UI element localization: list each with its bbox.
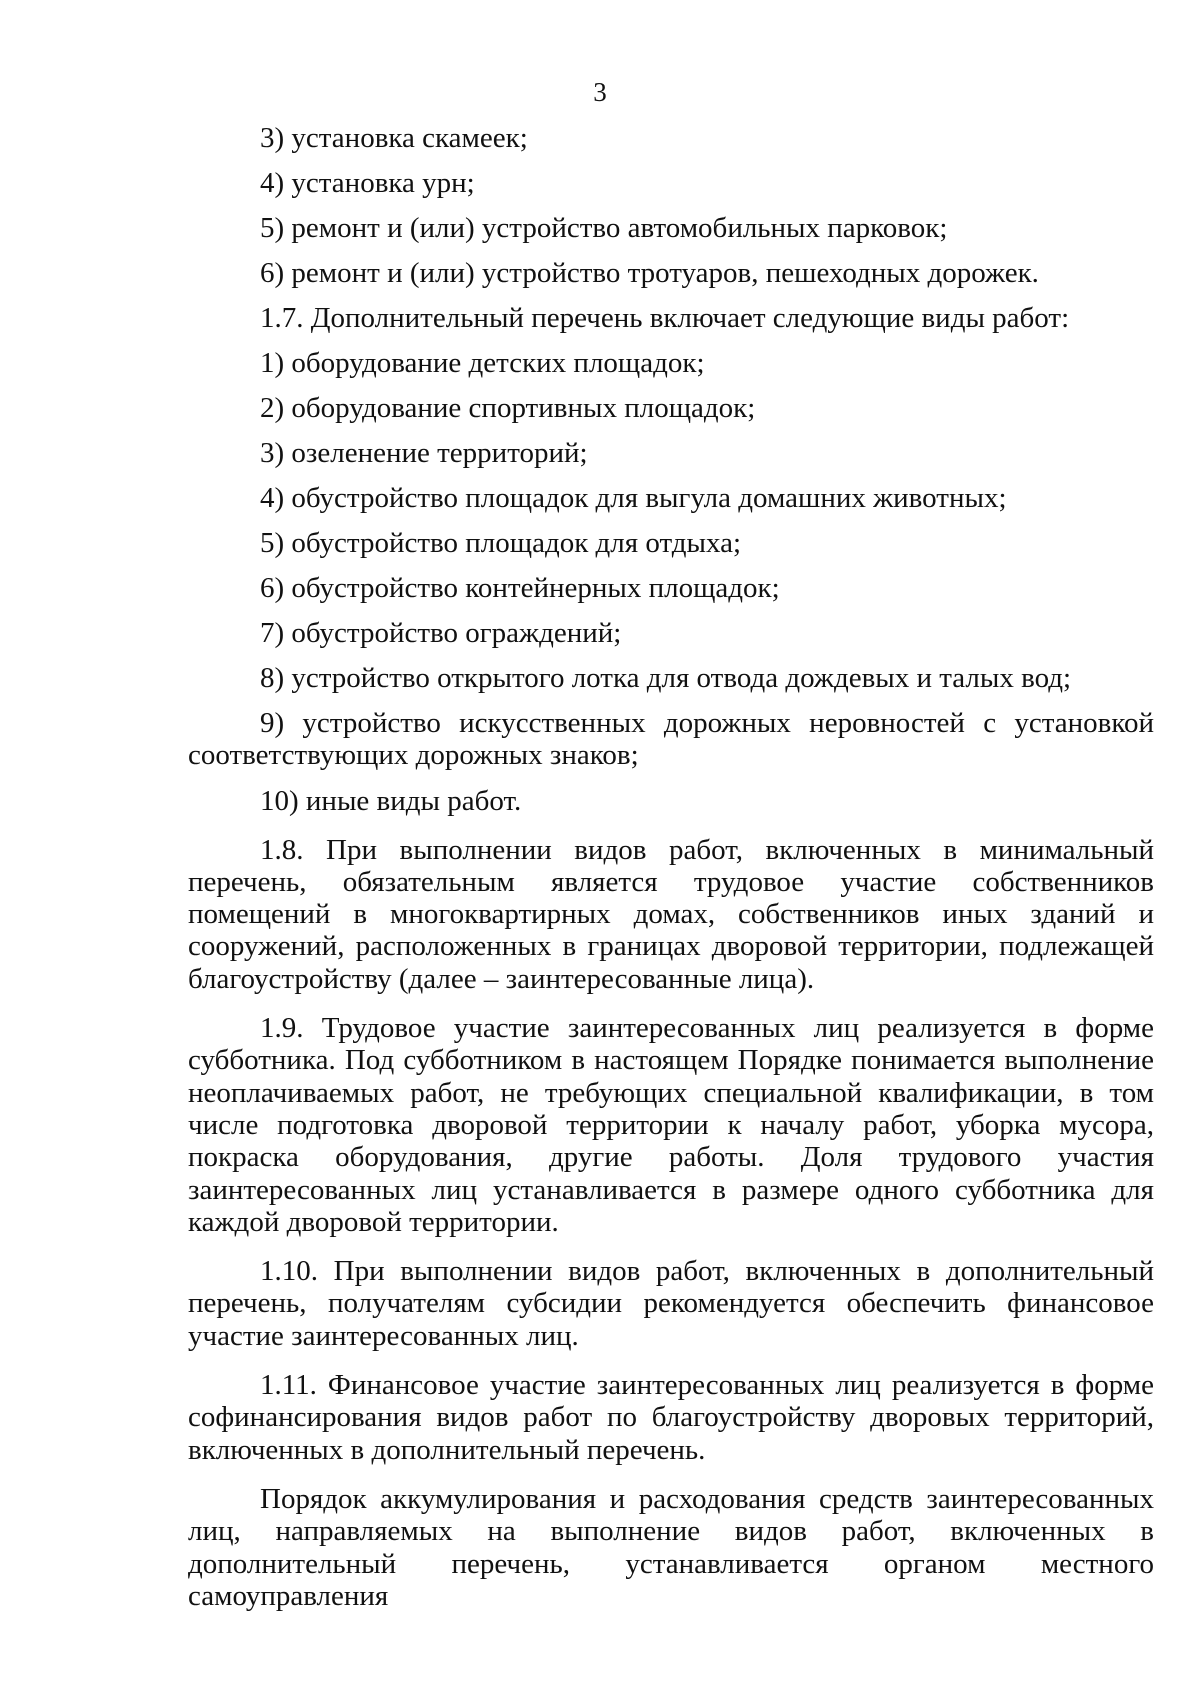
document-body xyxy=(188,122,1154,1625)
list-item: 6) обустройство контейнерных площадок; xyxy=(260,572,780,604)
list-item: 8) устройство открытого лотка для отвода дождевых и талых вод; xyxy=(260,662,1072,694)
clause-1-11: 1.11. Финансовое участие заинтересованных лиц реализуется в форме софинансирования видов работ по благоустройству дворовых территорий, включенных в дополнительный перечень. xyxy=(188,1369,1154,1466)
list-item: 2) оборудование спортивных площадок; xyxy=(260,392,756,424)
list-item: 7) обустройство ограждений; xyxy=(260,617,622,649)
list-item: 1) оборудование детских площадок; xyxy=(260,347,705,379)
list-item: 6) ремонт и (или) устройство тротуаров, пешеходных дорожек. xyxy=(260,257,1039,289)
clause-1-10: 1.10. При выполнении видов работ, включенных в дополнительный перечень, получателям субсидии рекомендуется обеспечить финансовое участие заинтересованных лиц. xyxy=(188,1255,1154,1352)
list-item: 3) озеленение территорий; xyxy=(260,437,588,469)
list-item: 10) иные виды работ. xyxy=(260,784,522,817)
list-item: 3) установка скамеек; xyxy=(260,122,528,154)
list-item: 9) устройство искусственных дорожных неровностей с установкой соответствующих дорожных знаков; xyxy=(188,707,1154,772)
clause-1-9: 1.9. Трудовое участие заинтересованных лиц реализуется в форме субботника. Под субботником в настоящем Порядке понимается выполнение неоплачиваемых работ, не требующих специальной квалификации, в том числе подготовка дворовой территории к началу работ, уборка мусора, покраска оборудования, другие работы. Доля трудового участия заинтересованных лиц устанавливается в размере одного субботника для каждой дворовой территории. xyxy=(188,1012,1154,1238)
clause-1-7: 1.7. Дополнительный перечень включает следующие виды работ: xyxy=(260,302,1070,334)
clause-1-8: 1.8. При выполнении видов работ, включенных в минимальный перечень, обязательным является трудовое участие собственников помещений в многоквартирных домах, собственников иных зданий и сооружений, расположенных в границах дворовой территории, подлежащей благоустройству (далее – заинтересованные лица). xyxy=(188,833,1154,995)
list-item: 5) обустройство площадок для отдыха; xyxy=(260,527,742,559)
paragraph-order: Порядок аккумулирования и расходования средств заинтересованных лиц, направляемых на выполнение видов работ, включенных в дополнительный перечень, устанавливается органом местного самоуправления xyxy=(188,1482,1154,1612)
list-item: 4) установка урн; xyxy=(260,167,475,199)
page-number: 3 xyxy=(593,77,607,107)
list-item: 5) ремонт и (или) устройство автомобильных парковок; xyxy=(260,212,948,244)
list-item: 4) обустройство площадок для выгула домашних животных; xyxy=(260,482,1007,514)
